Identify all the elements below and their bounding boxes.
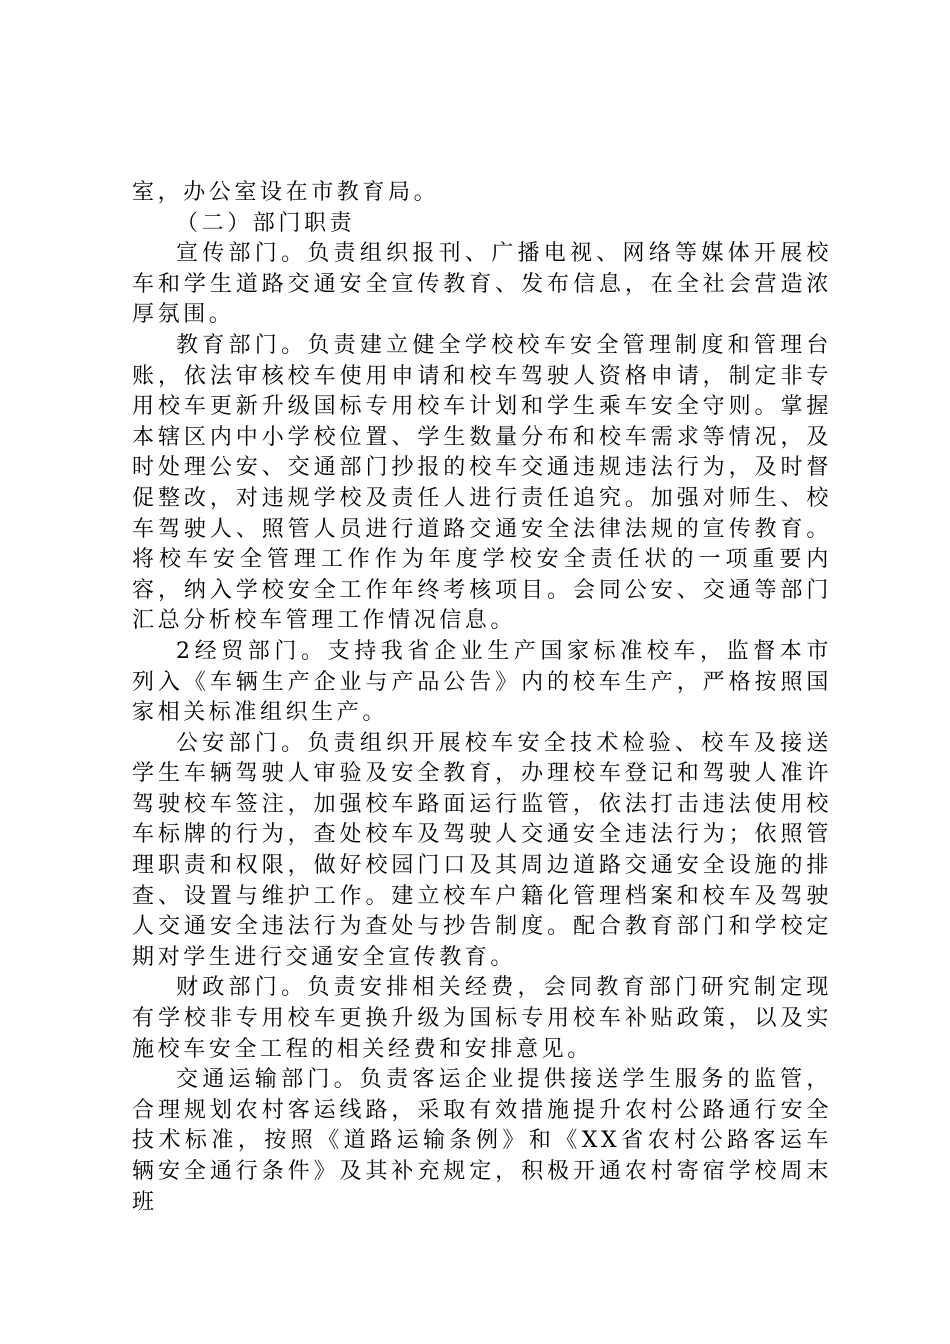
paragraph-education-department: 教育部门。负责建立健全学校校车安全管理制度和管理台账，依法审核校车使用申请和校车驾驶人资格申请，制定非专用校车更新升级国标专用校车计划和学生乘车安全守则。掌握本辖区内中小学校位置、学生数量分布和校车需求等情况，及时处理公安、交通部门抄报的校车交通违规违法行为，及时督促整改，对违规学校及责任人进行责任追究。加强对师生、校车驾驶人、照管人员进行道路交通安全法律法规的宣传教育。将校车安全管理工作作为年度学校安全责任状的一项重要内容，纳入学校安全工作年终考核项目。会同公安、交通等部门汇总分析校车管理工作情况信息。: [132, 332, 832, 634]
paragraph-public-security-department: 公安部门。负责组织开展校车安全技术检验、校车及接送学生车辆驾驶人审验及安全教育，办理校车登记和驾驶人准许驾驶校车签注，加强校车路面运行监管，依法打击违法使用校车标牌的行为，查处校车及驾驶人交通安全违法行为；依照管理职责和权限，做好校园门口及其周边道路交通安全设施的排查、设置与维护工作。建立校车户籍化管理档案和校车及驾驶人交通安全违法行为查处与抄告制度。配合教育部门和学校定期对学生进行交通安全宣传教育。: [132, 730, 832, 970]
paragraph-transport-department: 交通运输部门。负责客运企业提供接送学生服务的监管，合理规划农村客运线路，采取有效措施提升农村公路通行安全技术标准，按照《道路运输条例》和《XX省农村公路客运车辆安全通行条件》及其补充规定，积极开通农村寄宿学校周末班: [132, 1067, 832, 1215]
paragraph-publicity-department: 宣传部门。负责组织报刊、广播电视、网络等媒体开展校车和学生道路交通安全宣传教育、发布信息，在全社会营造浓厚氛围。: [132, 241, 832, 328]
document-body: [132, 178, 832, 1218]
paragraph-finance-department: 财政部门。负责安排相关经费，会同教育部门研究制定现有学校非专用校车更换升级为国标专用校车补贴政策，以及实施校车安全工程的相关经费和安排意见。: [132, 975, 832, 1062]
section-heading-department-duties: （二）部门职责: [176, 210, 356, 236]
paragraph-economic-trade-department: 2经贸部门。支持我省企业生产国家标准校车，监督本市列入《车辆生产企业与产品公告》内的校车生产，严格按照国家相关标准组织生产。: [132, 638, 832, 726]
paragraph-office-location: 室，办公室设在市教育局。: [132, 180, 440, 205]
